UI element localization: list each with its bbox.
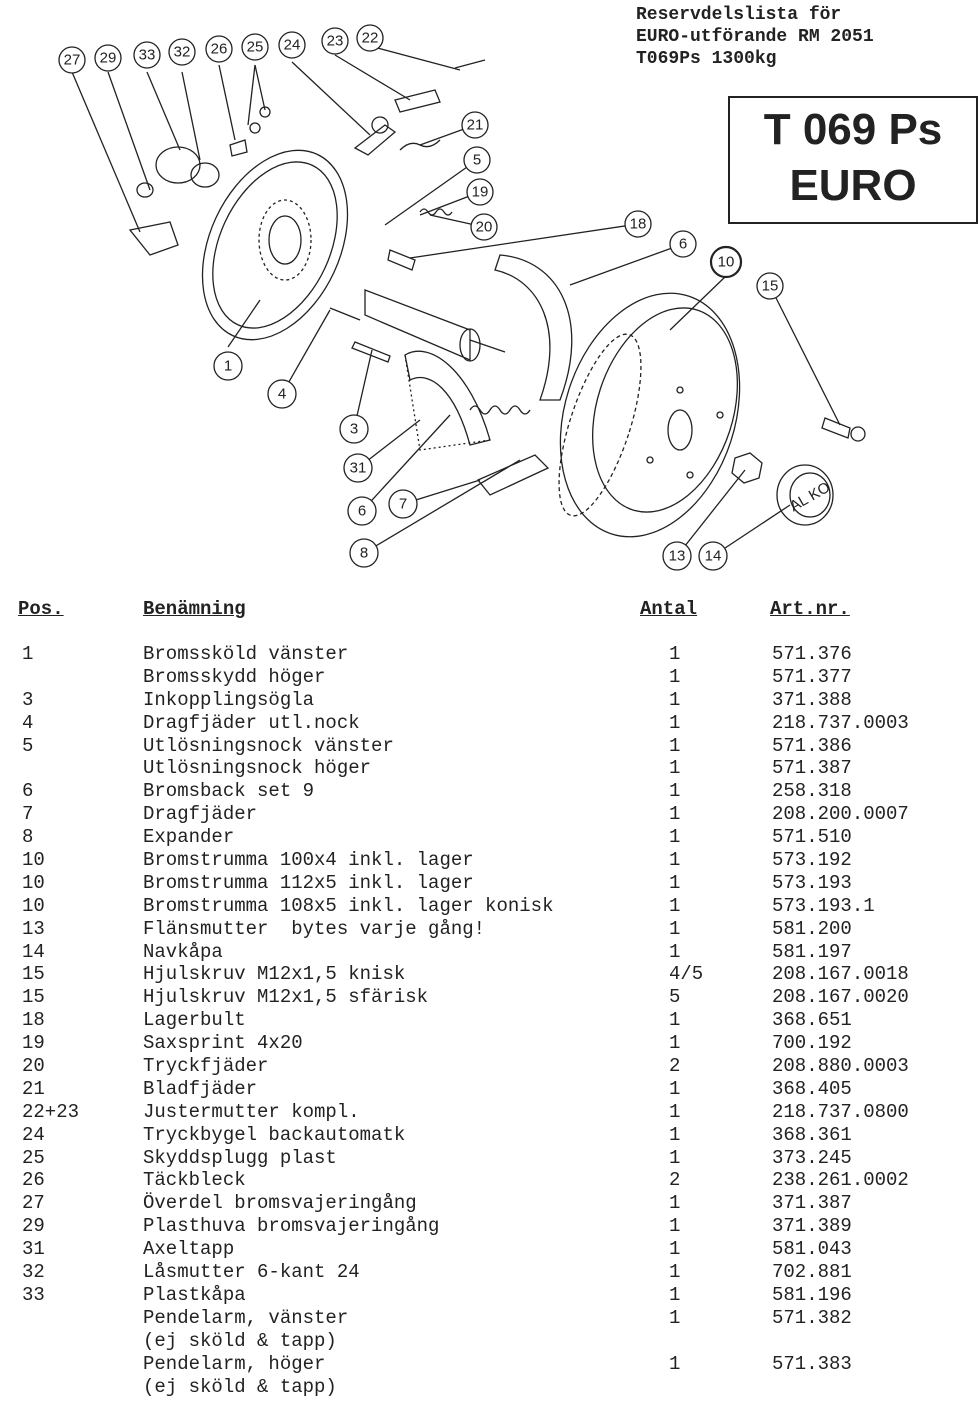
callout-13: 13: [668, 547, 686, 565]
part-name: Hjulskruv M12x1,5 knisk: [143, 963, 406, 986]
table-row: [0, 735, 980, 758]
table-row: [0, 1192, 980, 1215]
part-pos: 1: [22, 643, 34, 665]
part-qty: 2: [669, 1169, 681, 1192]
table-row: [0, 1261, 980, 1284]
table-row: [0, 1169, 980, 1192]
part-name: Tryckfjäder: [143, 1055, 269, 1078]
part-pos: 27: [22, 1192, 45, 1215]
part-pos: 4: [22, 711, 34, 734]
part-name: Inkopplingsögla: [143, 688, 315, 711]
part-art: 571.386: [772, 734, 852, 757]
part-art: 371.389: [772, 1215, 852, 1238]
table-row: [0, 918, 980, 941]
callout-33: 33: [138, 46, 156, 64]
part-pos: 19: [22, 1032, 45, 1055]
part-name: Tryckbygel backautomatk: [143, 1123, 406, 1146]
part-art: 581.200: [772, 917, 852, 940]
part-qty: 1: [669, 894, 681, 917]
callout-25: 25: [246, 38, 264, 56]
part-pos: 21: [22, 1077, 45, 1100]
part-qty: 1: [669, 1352, 681, 1375]
callout-24: 24: [283, 36, 301, 54]
part-name: Bromsback set 9: [143, 780, 315, 803]
part-qty: 1: [669, 1146, 681, 1169]
callout-1: 1: [223, 357, 233, 375]
part-name: Plastkåpa: [143, 1283, 246, 1306]
part-art: 700.192: [772, 1032, 852, 1055]
diagram-callouts: [59, 25, 833, 570]
callout-10: 10: [717, 253, 735, 271]
part-pos: 13: [22, 917, 45, 940]
part-art: 218.737.0800: [772, 1100, 909, 1123]
title-line-1: Reservdelslista för: [636, 5, 842, 25]
part-pos: 7: [22, 803, 34, 826]
part-qty: 1: [669, 1123, 681, 1146]
part-pos: 31: [22, 1238, 45, 1261]
part-art: 371.388: [772, 688, 852, 711]
part-qty: 1: [669, 871, 681, 894]
part-qty: 1: [669, 711, 681, 734]
part-name: Plasthuva bromsvajeringång: [143, 1215, 440, 1238]
part-name: Täckbleck: [143, 1169, 246, 1192]
part-art: 571.510: [772, 826, 852, 849]
part-name: Lagerbult: [143, 1009, 246, 1032]
part-qty: 1: [669, 917, 681, 940]
table-row: [0, 1147, 980, 1170]
part-qty: 2: [669, 1055, 681, 1078]
part-art: 571.377: [772, 665, 852, 688]
part-name: Bromsskydd höger: [143, 665, 326, 688]
callout-27: 27: [63, 51, 81, 69]
part-qty: 1: [669, 643, 681, 665]
part-name: Justermutter kompl.: [143, 1100, 360, 1123]
part-art: 208.167.0018: [772, 963, 909, 986]
part-qty: 1: [669, 1077, 681, 1100]
callout-3: 3: [349, 420, 359, 438]
part-qty: 1: [669, 780, 681, 803]
part-qty: 1: [669, 1192, 681, 1215]
table-row: [0, 803, 980, 826]
model-variant: EURO: [789, 161, 917, 210]
part-art: 573.193.1: [772, 894, 875, 917]
part-art: 571.376: [772, 643, 852, 665]
table-row: [0, 1284, 980, 1307]
callout-6-top: 6: [678, 235, 688, 253]
column-header-art: Art.nr.: [770, 598, 850, 620]
part-pos: 10: [22, 871, 45, 894]
part-pos: 26: [22, 1169, 45, 1192]
part-name: Pendelarm, vänster: [143, 1306, 349, 1329]
column-header-pos: Pos.: [18, 598, 64, 620]
part-pos: 6: [22, 780, 34, 803]
part-qty: 1: [669, 826, 681, 849]
part-pos: 8: [22, 826, 34, 849]
callout-6-bottom: 6: [357, 502, 367, 520]
part-name: Navkåpa: [143, 940, 223, 963]
callout-18: 18: [629, 215, 647, 233]
part-qty: 1: [669, 940, 681, 963]
parts-list: [0, 643, 980, 1398]
part-qty: 1: [669, 1100, 681, 1123]
callout-4: 4: [277, 385, 287, 403]
part-name: Bromssköld vänster: [143, 643, 349, 665]
part-art: 208.167.0020: [772, 986, 909, 1009]
part-name: Bromstrumma 108x5 inkl. lager konisk: [143, 894, 554, 917]
part-pos: 15: [22, 986, 45, 1009]
part-pos: 24: [22, 1123, 45, 1146]
part-qty: 1: [669, 757, 681, 780]
part-name: Skyddsplugg plast: [143, 1146, 337, 1169]
part-pos: 22+23: [22, 1100, 80, 1123]
part-art: 258.318: [772, 780, 852, 803]
table-row: [0, 1330, 980, 1353]
part-qty: 1: [669, 1215, 681, 1238]
part-name: Överdel bromsvajeringång: [143, 1192, 417, 1215]
part-name: Axeltapp: [143, 1238, 235, 1261]
callout-29: 29: [99, 49, 117, 67]
part-name: Bromstrumma 112x5 inkl. lager: [143, 871, 474, 894]
column-header-qty: Antal: [640, 598, 698, 620]
table-row: [0, 1124, 980, 1147]
part-qty: 5: [669, 986, 681, 1009]
table-row: [0, 689, 980, 712]
table-row: [0, 1376, 980, 1399]
exploded-diagram: [0, 0, 980, 590]
part-pos: 32: [22, 1261, 45, 1284]
part-qty: 1: [669, 1009, 681, 1032]
table-row: [0, 780, 980, 803]
part-pos: 25: [22, 1146, 45, 1169]
part-art: 373.245: [772, 1146, 852, 1169]
table-row: [0, 712, 980, 735]
part-name: Flänsmutter bytes varje gång!: [143, 917, 486, 940]
table-row: [0, 757, 980, 780]
part-art: 581.197: [772, 940, 852, 963]
table-row: [0, 826, 980, 849]
callout-8: 8: [359, 544, 369, 562]
callout-19: 19: [471, 183, 489, 201]
part-name: (ej sköld & tapp): [143, 1375, 337, 1398]
part-qty: 1: [669, 803, 681, 826]
part-qty: 1: [669, 1306, 681, 1329]
model-number: T 069 Ps: [763, 105, 943, 154]
part-pos: 33: [22, 1283, 45, 1306]
table-row: [0, 1032, 980, 1055]
table-row: [0, 1078, 980, 1101]
part-qty: 1: [669, 849, 681, 872]
table-row: [0, 986, 980, 1009]
part-name: Hjulskruv M12x1,5 sfärisk: [143, 986, 429, 1009]
callout-14: 14: [704, 547, 722, 565]
part-qty: 1: [669, 1032, 681, 1055]
callout-20: 20: [475, 218, 493, 236]
table-row: [0, 643, 980, 666]
part-qty: 1: [669, 665, 681, 688]
table-row: [0, 872, 980, 895]
part-pos: 18: [22, 1009, 45, 1032]
part-qty: 1: [669, 1238, 681, 1261]
part-art: 571.383: [772, 1352, 852, 1375]
part-art: 573.193: [772, 871, 852, 894]
part-art: 368.405: [772, 1077, 852, 1100]
callout-26: 26: [210, 40, 228, 58]
part-art: 208.200.0007: [772, 803, 909, 826]
table-row: [0, 1353, 980, 1376]
title-line-2: EURO-utförande RM 2051: [636, 27, 874, 47]
part-art: 218.737.0003: [772, 711, 909, 734]
table-row: [0, 941, 980, 964]
part-name: Utlösningsnock höger: [143, 757, 372, 780]
callout-22: 22: [361, 29, 379, 47]
part-qty: 1: [669, 734, 681, 757]
part-art: 368.361: [772, 1123, 852, 1146]
part-art: 238.261.0002: [772, 1169, 909, 1192]
part-pos: 29: [22, 1215, 45, 1238]
part-pos: 10: [22, 894, 45, 917]
table-row: [0, 1101, 980, 1124]
table-row: [0, 1238, 980, 1261]
part-art: 368.651: [772, 1009, 852, 1032]
part-name: Bladfjäder: [143, 1077, 258, 1100]
part-qty: 1: [669, 688, 681, 711]
callout-15: 15: [761, 277, 779, 295]
table-row: [0, 666, 980, 689]
part-name: Låsmutter 6-kant 24: [143, 1261, 360, 1284]
part-name: Dragfjäder: [143, 803, 258, 826]
part-pos: 14: [22, 940, 45, 963]
part-pos: 20: [22, 1055, 45, 1078]
part-name: Saxsprint 4x20: [143, 1032, 303, 1055]
callout-7: 7: [398, 495, 408, 513]
part-name: Pendelarm, höger: [143, 1352, 326, 1375]
part-qty: 1: [669, 1283, 681, 1306]
cap-logo-text: AL KO: [786, 478, 834, 516]
title-line-3: T069Ps 1300kg: [636, 49, 777, 69]
callout-21: 21: [466, 116, 484, 134]
part-name: (ej sköld & tapp): [143, 1329, 337, 1352]
part-name: Utlösningsnock vänster: [143, 734, 394, 757]
part-pos: 15: [22, 963, 45, 986]
table-row: [0, 849, 980, 872]
callout-5: 5: [472, 151, 482, 169]
part-art: 702.881: [772, 1261, 852, 1284]
part-art: 573.192: [772, 849, 852, 872]
table-row: [0, 1215, 980, 1238]
part-pos: 3: [22, 688, 34, 711]
column-header-name: Benämning: [143, 598, 246, 620]
callout-23: 23: [326, 32, 344, 50]
part-name: Expander: [143, 826, 235, 849]
callout-32: 32: [173, 43, 191, 61]
part-art: 581.196: [772, 1283, 852, 1306]
table-row: [0, 1055, 980, 1078]
table-row: [0, 1009, 980, 1032]
part-art: 571.387: [772, 757, 852, 780]
table-row: [0, 963, 980, 986]
part-name: Dragfjäder utl.nock: [143, 711, 360, 734]
callout-31: 31: [349, 459, 367, 477]
part-pos: 10: [22, 849, 45, 872]
part-art: 581.043: [772, 1238, 852, 1261]
part-art: 208.880.0003: [772, 1055, 909, 1078]
part-art: 571.382: [772, 1306, 852, 1329]
part-name: Bromstrumma 100x4 inkl. lager: [143, 849, 474, 872]
part-qty: 1: [669, 1261, 681, 1284]
part-qty: 4/5: [669, 963, 704, 986]
table-row: [0, 895, 980, 918]
part-pos: 5: [22, 734, 34, 757]
part-art: 371.387: [772, 1192, 852, 1215]
table-row: [0, 1307, 980, 1330]
